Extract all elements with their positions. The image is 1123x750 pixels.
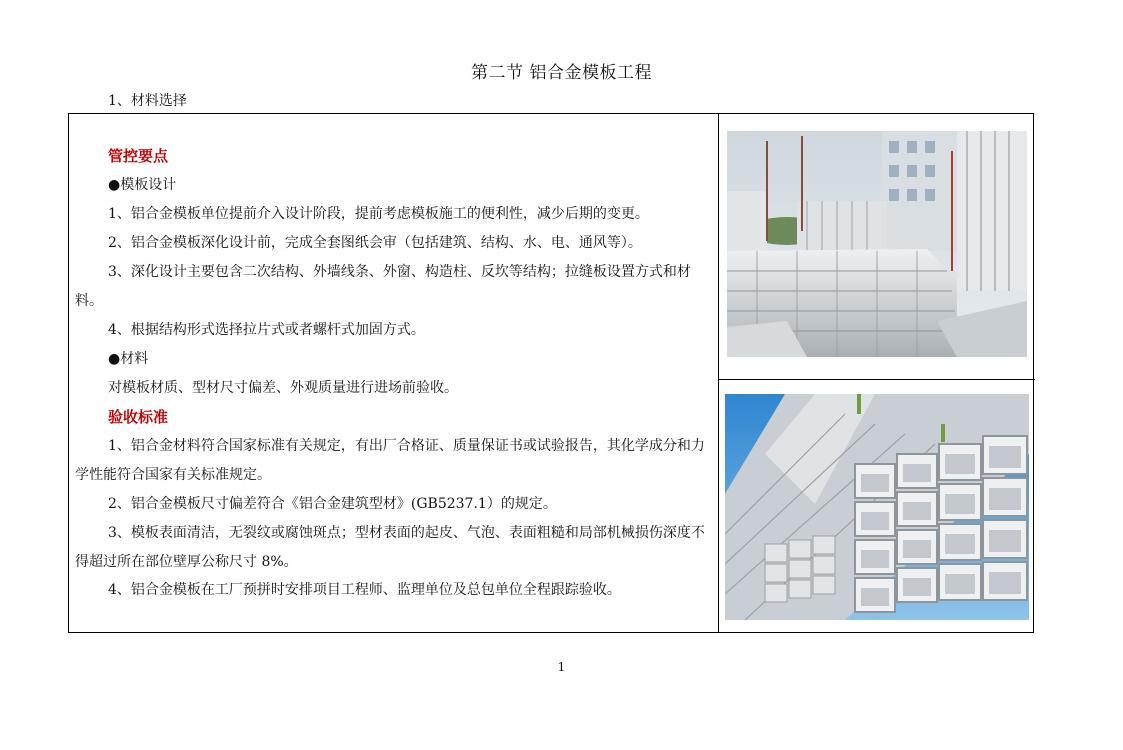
- aluminum-profiles-photo: [725, 394, 1029, 620]
- section-subheading: 1、材料选择: [108, 93, 187, 109]
- row-divider: [718, 379, 1035, 380]
- page-title: 第二节 铝合金模板工程: [471, 63, 652, 83]
- material-text: 对模板材质、型材尺寸偏差、外观质量进行进场前验收。: [108, 380, 458, 396]
- column-divider: [718, 114, 719, 632]
- design-item: 2、铝合金模板深化设计前，完成全套图纸会审（包括建筑、结构、水、电、通风等）。: [108, 235, 642, 251]
- acceptance-item: 2、铝合金模板尺寸偏差符合《铝合金建筑型材》(GB5237.1）的规定。: [108, 496, 557, 512]
- design-item: 3、深化设计主要包含二次结构、外墙线条、外窗、构造柱、反坎等结构；拉缝板设置方式和材料。: [75, 264, 691, 309]
- control-heading: 管控要点: [108, 147, 169, 165]
- design-item: 1、铝合金模板单位提前介入设计阶段，提前考虑模板施工的便利性，减少后期的变更。: [108, 206, 649, 222]
- section-title-material: ●材料: [108, 351, 149, 367]
- section-title-design: ●模板设计: [108, 177, 177, 193]
- acceptance-heading: 验收标准: [108, 408, 169, 426]
- content-table: [68, 113, 1034, 633]
- design-item: 4、根据结构形式选择拉片式或者螺杆式加固方式。: [108, 322, 425, 338]
- acceptance-item: 1、铝合金材料符合国家标准有关规定，有出厂合格证、质量保证书或试验报告，其化学成分和力学性能符合国家有关标准规定。: [75, 438, 705, 483]
- page-number: 1: [557, 660, 566, 674]
- acceptance-item: 3、模板表面清洁，无裂纹或腐蚀斑点；型材表面的起皮、气泡、表面粗糙和局部机械损伤深度不得超过所在部位壁厚公称尺寸 8%。: [75, 525, 705, 570]
- text-column: [75, 142, 715, 605]
- formwork-site-photo: [727, 131, 1027, 357]
- acceptance-item: 4、铝合金模板在工厂预拼时安排项目工程师、监理单位及总包单位全程跟踪验收。: [108, 582, 621, 598]
